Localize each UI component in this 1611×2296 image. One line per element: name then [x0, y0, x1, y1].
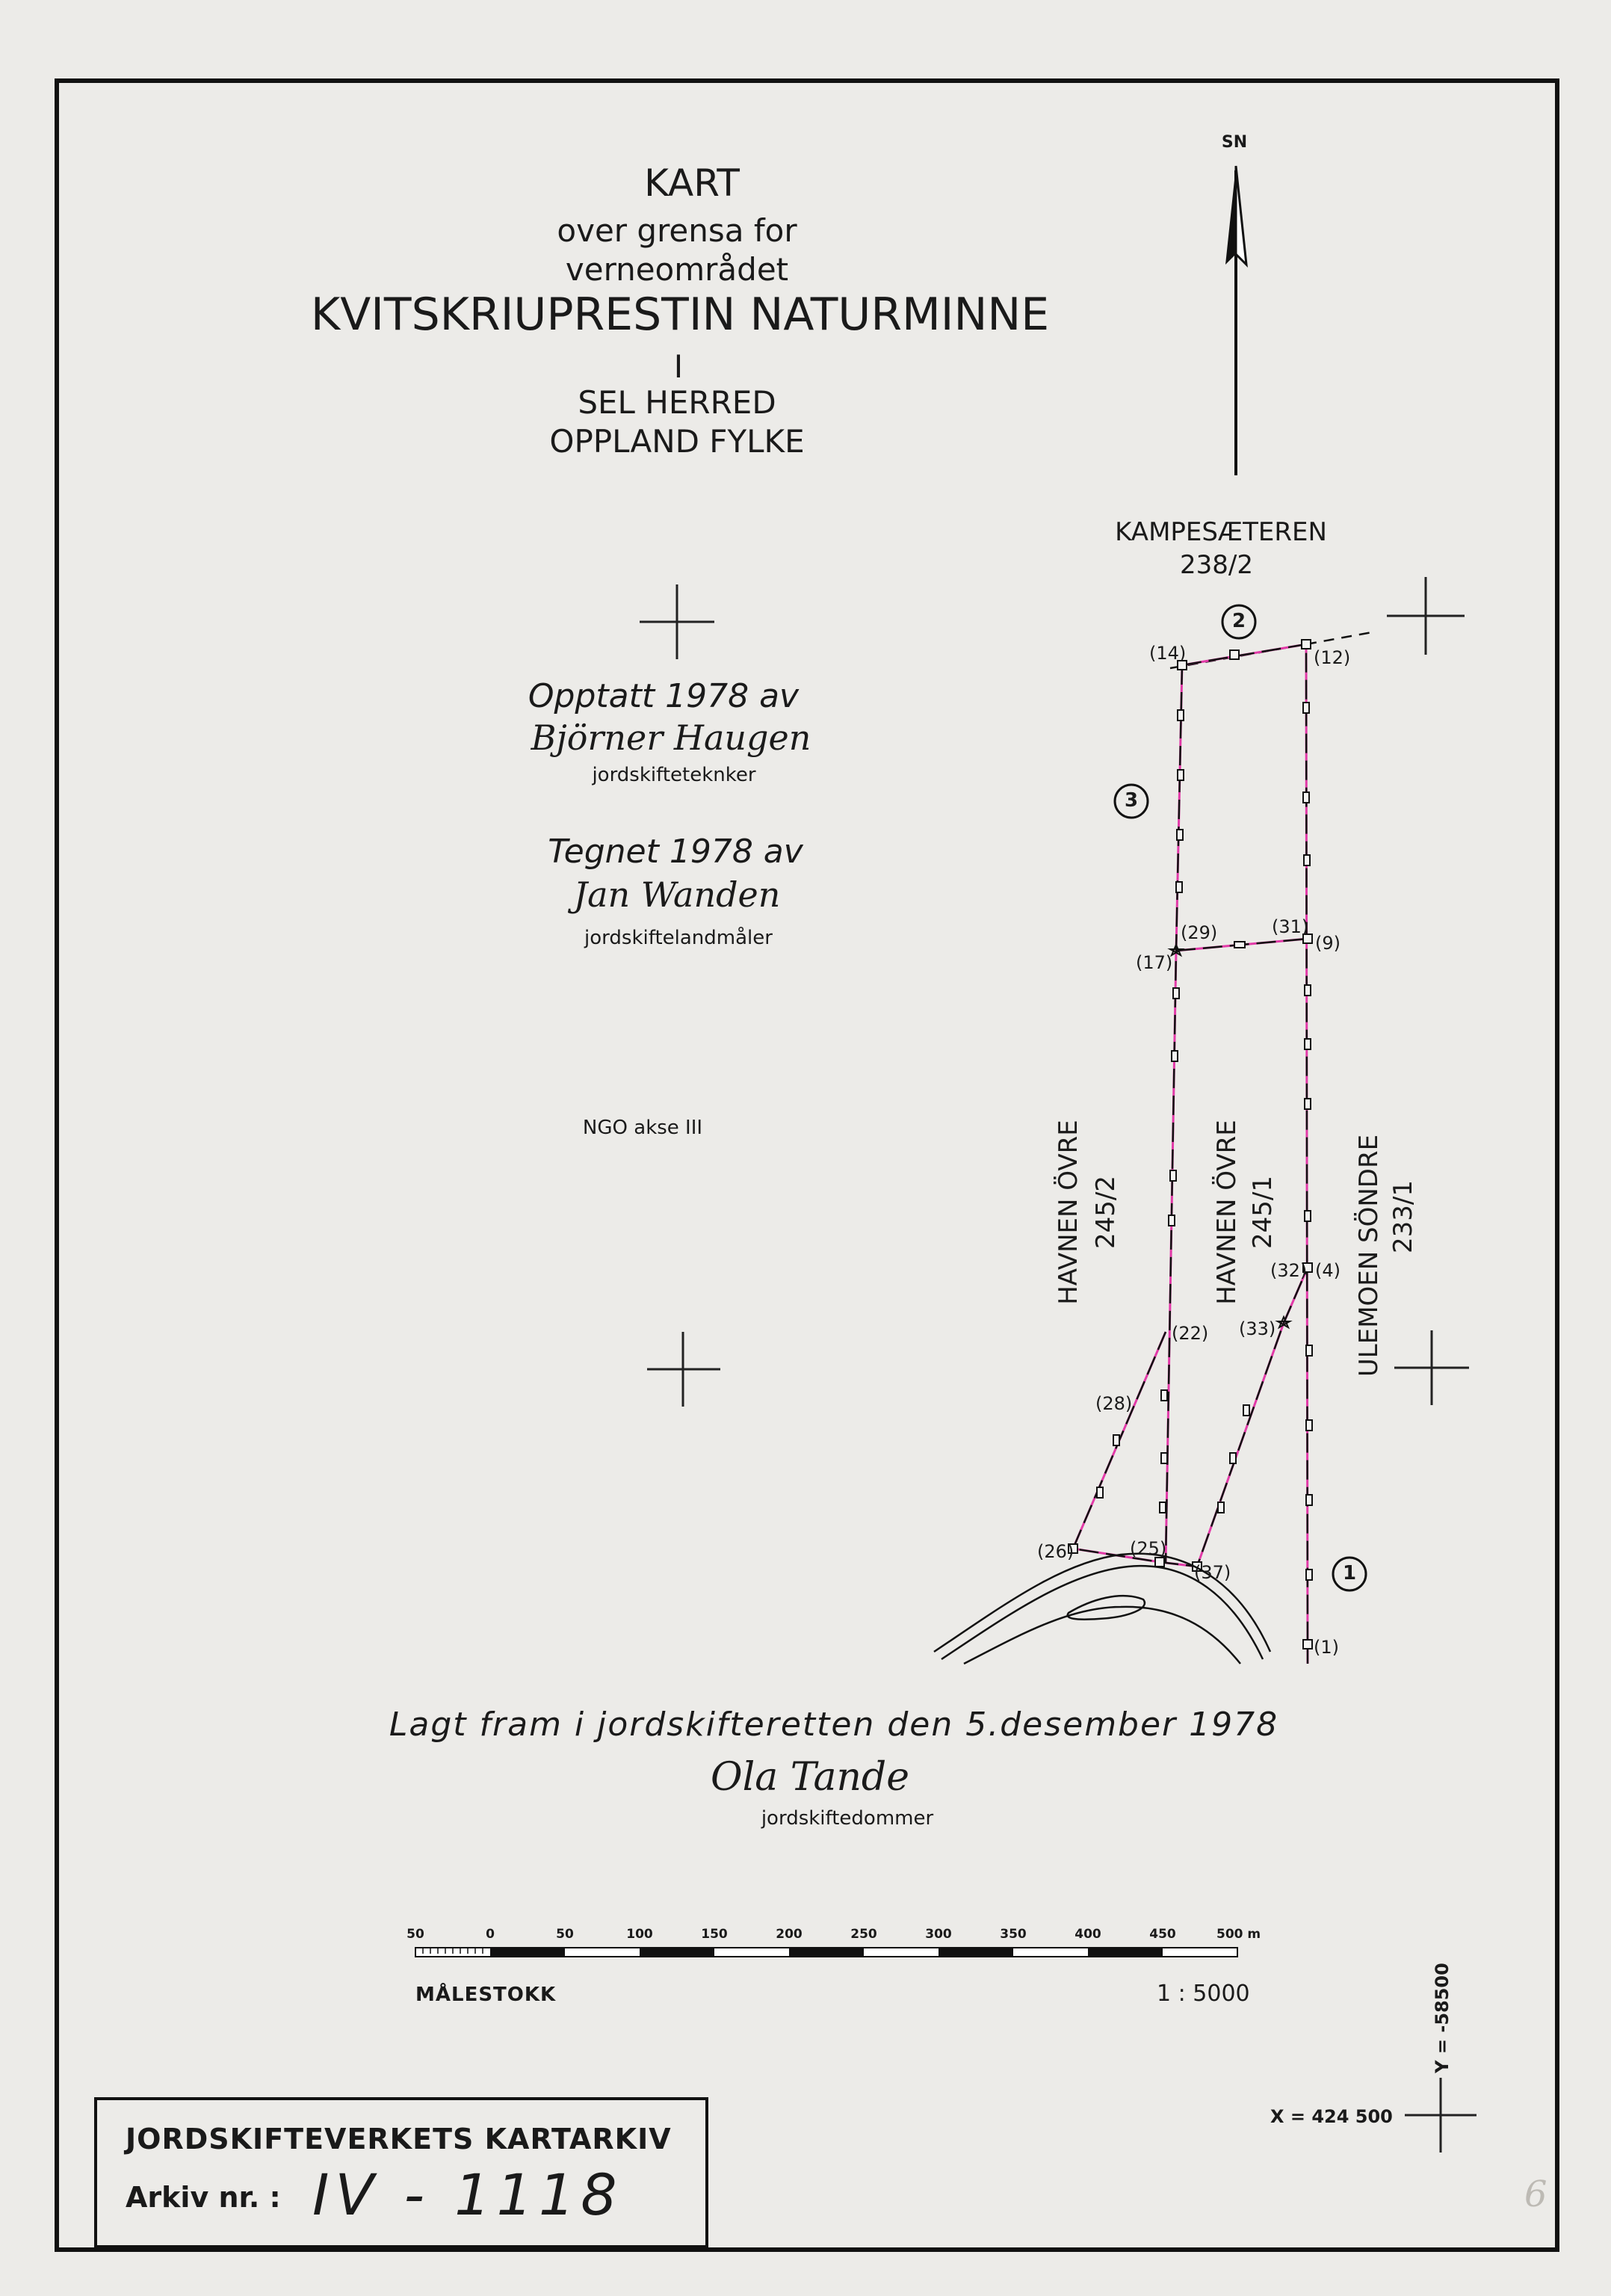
point-label: (1): [1314, 1637, 1339, 1658]
scale-tick: 400: [1074, 1927, 1101, 1942]
circled-label-2: 2: [1231, 610, 1246, 632]
credit-opptatt-role: jordskifteteknker: [592, 764, 756, 786]
property-havnen-2-number: 245/2: [1091, 1176, 1121, 1249]
point-label: (17): [1136, 952, 1173, 973]
subtitle-verneomradet: verneområdet: [565, 251, 789, 288]
role-dommer: jordskiftedommer: [761, 1807, 934, 1830]
point-label: (12): [1314, 647, 1351, 668]
point-label: (14): [1149, 643, 1187, 664]
point-label: (32): [1270, 1260, 1308, 1281]
title-fylke: OPPLAND FYLKE: [549, 423, 805, 460]
archive-number: IV - 1118: [312, 2161, 623, 2228]
lagt-fram-text: Lagt fram i jordskifteretten den 5.desember 1978: [389, 1706, 1279, 1744]
scale-tick: 300: [925, 1927, 952, 1942]
scale-tick: 450: [1149, 1927, 1176, 1942]
credit-opptatt: Opptatt 1978 av: [528, 677, 800, 715]
scale-tick: 50: [406, 1927, 424, 1942]
boundary-extension: [1306, 632, 1372, 644]
signature-tegnet: Jan Wanden: [573, 874, 781, 915]
boundary-markers: [1069, 640, 1312, 1649]
point-label: (22): [1172, 1323, 1209, 1344]
subtitle-over-grensa: over grensa for: [557, 212, 797, 249]
scale-tick: 500 m: [1216, 1927, 1261, 1942]
title-naturminne: KVITSKRIUPRESTIN NATURMINNE: [310, 288, 1050, 341]
north-label: SN: [1221, 133, 1248, 152]
property-kampesaeteren-name: KAMPESÆTEREN: [1115, 517, 1327, 547]
map-frame: [57, 81, 1557, 2250]
scale-bar: [415, 1948, 1237, 1957]
scale-tick: 350: [1000, 1927, 1027, 1942]
credit-tegnet-role: jordskiftelandmåler: [584, 927, 773, 949]
north-arrow-icon: [1225, 166, 1246, 475]
scale-tick: 200: [776, 1927, 803, 1942]
coordinate-x: X = 424 500: [1270, 2106, 1393, 2127]
boundary-lines: [1073, 644, 1308, 1664]
title-kart: KART: [644, 161, 740, 205]
archive-stamp: [94, 2097, 708, 2248]
title-i: I: [673, 348, 684, 385]
scale-tick: 50: [556, 1927, 574, 1942]
point-label: (29): [1181, 922, 1218, 943]
signature-dommer: Ola Tande: [711, 1755, 909, 1800]
scale-tick: 150: [701, 1927, 728, 1942]
point-label: (37): [1194, 1562, 1231, 1583]
point-label: (4): [1315, 1260, 1341, 1281]
point-label: (31): [1272, 916, 1309, 937]
point-label: (25): [1130, 1538, 1167, 1559]
scale-tick: 0: [486, 1927, 495, 1942]
scale-tick: 100: [626, 1927, 653, 1942]
property-ulemoen-number: 233/1: [1388, 1180, 1418, 1253]
point-label: (28): [1095, 1393, 1133, 1414]
grid-crosses: [640, 577, 1477, 2152]
property-kampesaeteren-number: 238/2: [1180, 550, 1253, 580]
circled-label-1: 1: [1342, 1562, 1357, 1584]
property-ulemoen-name: ULEMOEN SÖNDRE: [1354, 1134, 1384, 1377]
property-havnen-1-number: 245/1: [1248, 1176, 1278, 1249]
archive-title: JORDSKIFTEVERKETS KARTARKIV: [126, 2123, 672, 2155]
credit-tegnet: Tegnet 1978 av: [548, 833, 803, 871]
point-label: (9): [1315, 933, 1341, 954]
point-label: (33): [1239, 1318, 1276, 1339]
property-havnen-2-name: HAVNEN ÖVRE: [1054, 1120, 1083, 1305]
point-label: (26): [1037, 1541, 1074, 1562]
circled-label-3: 3: [1124, 789, 1139, 812]
archive-label: Arkiv nr. :: [126, 2181, 281, 2214]
scale-label: MÅLESTOKK: [415, 1984, 557, 2006]
datum-label: NGO akse III: [582, 1117, 703, 1139]
pencil-mark: 6: [1524, 2173, 1547, 2215]
property-havnen-1-name: HAVNEN ÖVRE: [1212, 1120, 1242, 1305]
scale-ratio: 1 : 5000: [1157, 1981, 1250, 2007]
scale-tick: 250: [850, 1927, 877, 1942]
signature-opptatt: Björner Haugen: [531, 718, 811, 758]
title-herred: SEL HERRED: [578, 384, 776, 421]
coordinate-y: Y = -58500: [1432, 1963, 1453, 2073]
